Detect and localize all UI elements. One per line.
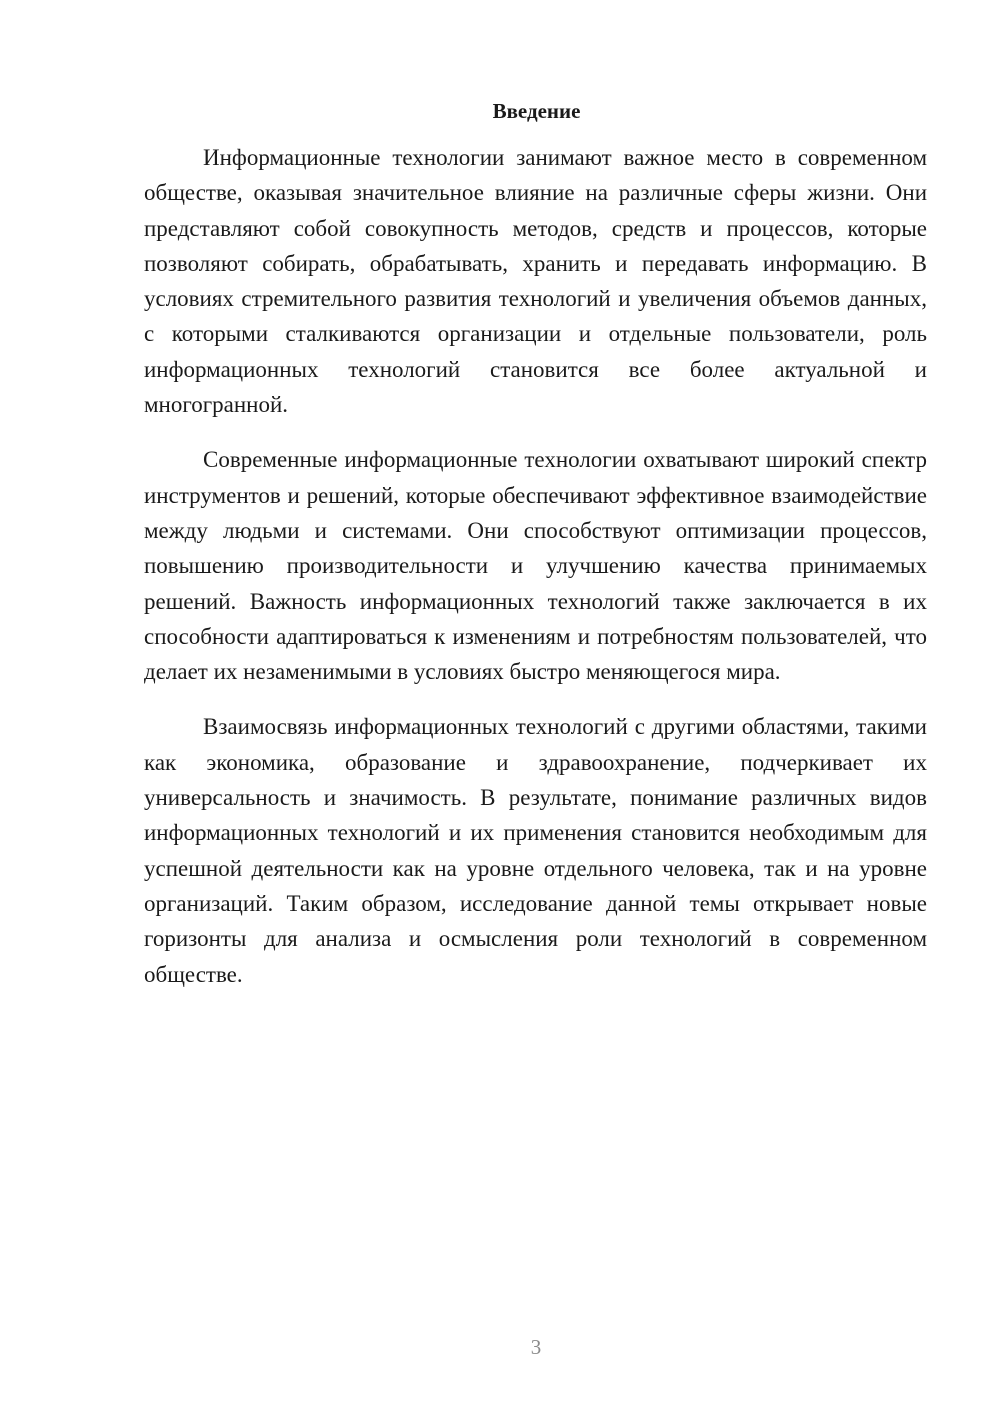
paragraph-2: Современные информационные технологии охватывают широкий спектр инструментов и решений, которые обеспечивают эффективное взаимодействие между людьми и системами. Они способствуют оптимизации процессов, повышению производительности и улучшению качества принимаемых решений. Важность информационных технологий также заключается в их способности адаптироваться к изменениям и потребностям пользователей, что делает их незаменимыми в условиях быстро меняющегося мира.	[144, 447, 927, 685]
page-content	[144, 96, 927, 1012]
page-number: 3	[530, 1335, 542, 1359]
section-heading: Введение	[492, 99, 581, 123]
paragraph-1: Информационные технологии занимают важное место в современном обществе, оказывая значительное влияние на различные сферы жизни. Они представляют собой совокупность методов, средств и процессов, которые позволяют собирать, обрабатывать, хранить и передавать информацию. В условиях стремительного развития технологий и увеличения объемов данных, с которыми сталкиваются организации и отдельные пользователи, роль информационных технологий становится все более актуальной и многогранной.	[144, 145, 927, 418]
paragraph-3: Взаимосвязь информационных технологий с другими областями, такими как экономика, образование и здравоохранение, подчеркивает их универсальность и значимость. В результате, понимание различных видов информационных технологий и их применения становится необходимым для успешной деятельности как на уровне отдельного человека, так и на уровне организаций. Таким образом, исследование данной темы открывает новые горизонты для анализа и осмысления роли технологий в современном обществе.	[144, 714, 927, 987]
